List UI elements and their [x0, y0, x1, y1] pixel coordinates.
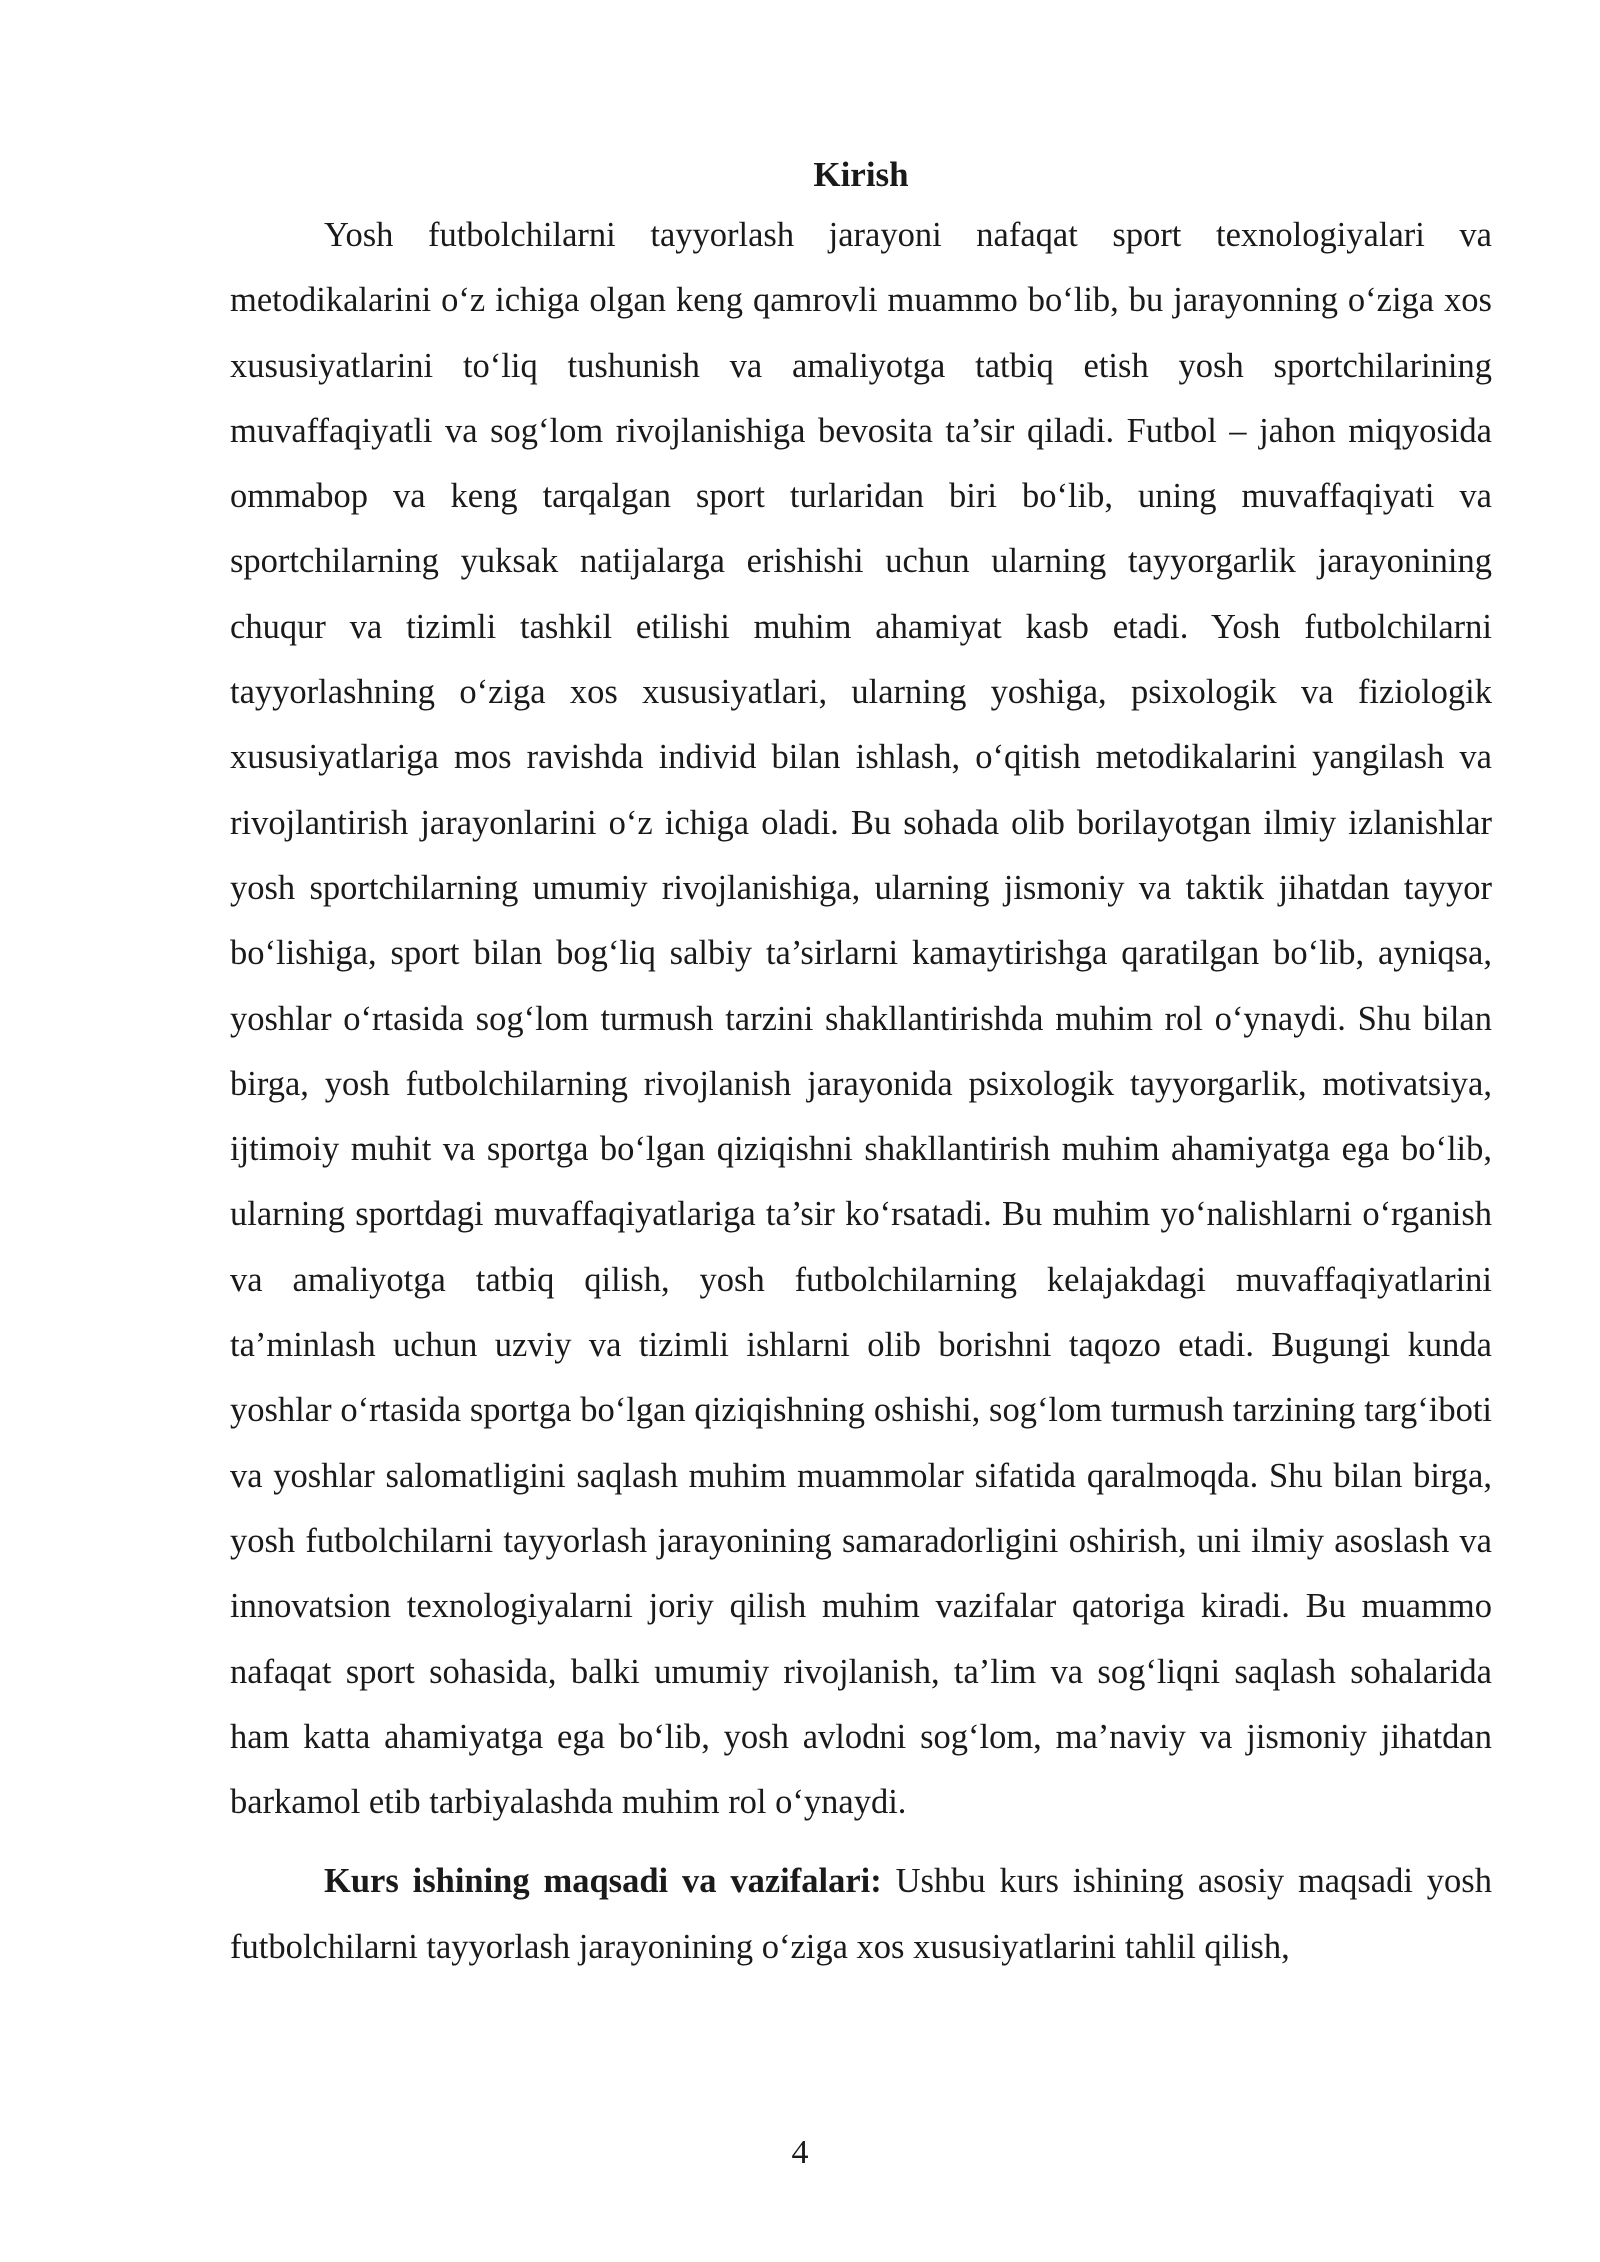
introduction-paragraph: Yosh futbolchilarni tayyorlash jarayoni nafaqat sport texnologiyalari va metodikalarini o‘z ichiga olgan keng qamrovli muammo bo‘lib, bu jarayonning o‘ziga xos xususiyatlarini to‘liq tushunish va amaliyotga tatbiq etish yosh sportchilarining muvaffaqiyatli va sog‘lom rivojlanishiga bevosita ta’sir qiladi. Futbol – jahon miqyosida ommabop va keng tarqalgan sport turlaridan biri bo‘lib, uning muvaffaqiyati va sportchilarning yuksak natijalarga erishishi uchun ularning tayyorgarlik jarayonining chuqur va tizimli tashkil etilishi muhim ahamiyat kasb etadi. Yosh futbolchilarni tayyorlashning o‘ziga xos xususiyatlari, ularning yoshiga, psixologik va fiziologik xususiyatlariga mos ravishda individ bilan ishlash, o‘qitish metodikalarini yangilash va rivojlantirish jarayonlarini o‘z ichiga oladi. Bu sohada olib borilayotgan ilmiy izlanishlar yosh sportchilarning umumiy rivojlanishiga, ularning jismoniy va taktik jihatdan tayyor bo‘lishiga, sport bilan bog‘liq salbiy ta’sirlarni kamaytirishga qaratilgan bo‘lib, ayniqsa, yoshlar o‘rtasida sog‘lom turmush tarzini shakllantirishda muhim rol o‘ynaydi. Shu bilan birga, yosh futbolchilarning rivojlanish jarayonida psixologik tayyorgarlik, motivatsiya, ijtimoiy muhit va sportga bo‘lgan qiziqishni shakllantirish muhim ahamiyatga ega bo‘lib, ularning sportdagi muvaffaqiyatlariga ta’sir ko‘rsatadi. Bu muhim yo‘nalishlarni o‘rganish va amaliyotga tatbiq qilish, yosh futbolchilarning kelajakdagi muvaffaqiyatlarini ta’minlash uchun uzviy va tizimli ishlarni olib borishni taqozo etadi. Bugungi kunda yoshlar o‘rtasida sportga bo‘lgan qiziqishning oshishi, sog‘lom turmush tarzining targ‘iboti va yoshlar salomatligini saqlash muhim muammolar sifatida qaralmoqda. Shu bilan birga, yosh futbolchilarni tayyorlash jarayonining samaradorligini oshirish, uni ilmiy asoslash va innovatsion texnologiyalarni joriy qilish muhim vazifalar qatoriga kiradi. Bu muammo nafaqat sport sohasida, balki umumiy rivojlanish, ta’lim va sog‘liqni saqlash sohalarida ham katta ahamiyatga ega bo‘lib, yosh avlodni sog‘lom, ma’naviy va jismoniy jihatdan barkamol etib tarbiyalashda muhim rol o‘ynaydi. — [230, 216, 1492, 1822]
section-heading: Kirish — [813, 155, 909, 194]
goals-lead-label: Kurs ishining maqsadi va vazifalari: — [324, 1862, 882, 1901]
goals-paragraph — [230, 1849, 1492, 1980]
document-page — [230, 150, 1492, 1980]
page-number: 4 — [791, 2134, 809, 2171]
goals-paragraph-text: Ushbu kurs ishining asosiy maqsadi yosh futbolchilarni tayyorlash jarayonining o‘ziga xos xususiyatlarini tahlil qilish, — [230, 1862, 1492, 1966]
